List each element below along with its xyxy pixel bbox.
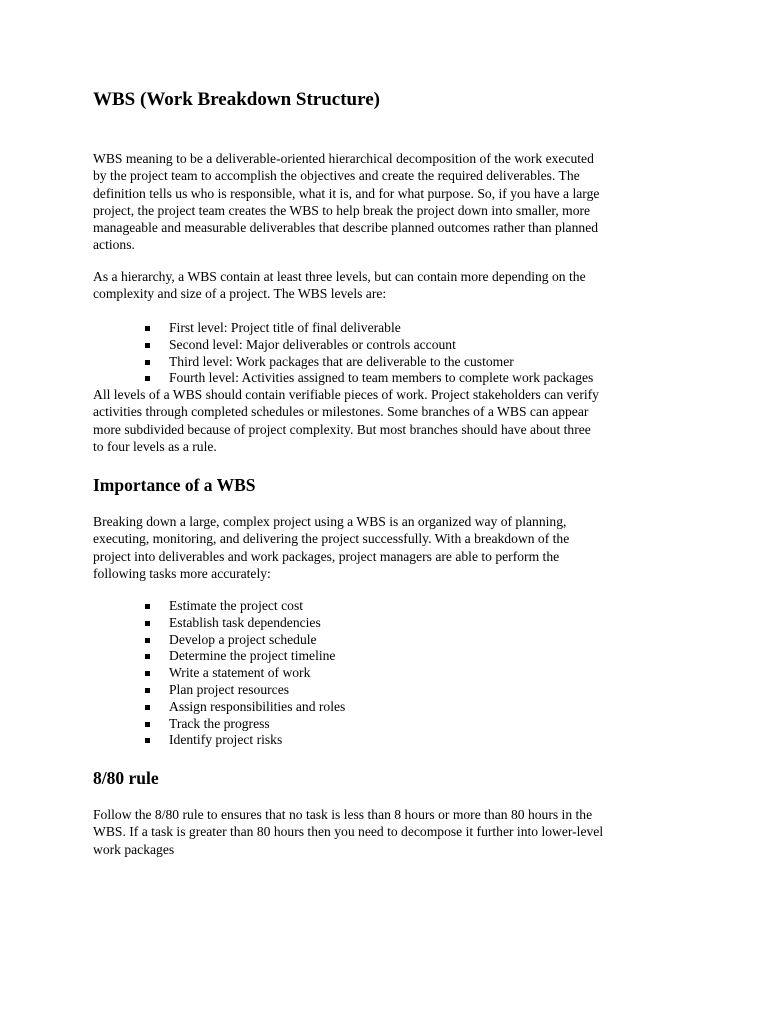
list-item-text: Determine the project timeline — [169, 648, 336, 664]
list-item-text: Identify project risks — [169, 732, 283, 748]
paragraph-line: activities through completed schedules or milestones. Some branches of a WBS can appear — [93, 404, 589, 420]
paragraph-line: manageable and measurable deliverables that describe planned outcomes rather than planned — [93, 220, 599, 236]
paragraph-line: Breaking down a large, complex project using a WBS is an organized way of planning, — [93, 514, 567, 529]
paragraph-line: to four levels as a rule. — [93, 438, 217, 454]
square-bullet-icon — [145, 738, 150, 743]
list-item — [93, 370, 593, 387]
list-item — [93, 320, 593, 337]
list-item-text: Estimate the project cost — [169, 598, 304, 613]
list-item-text: First level: Project title of final deliverable — [169, 320, 401, 335]
square-bullet-icon — [145, 705, 150, 710]
tasks-list — [93, 598, 345, 749]
square-bullet-icon — [145, 360, 150, 365]
list-item-text: Establish task dependencies — [169, 614, 321, 630]
intro-paragraph — [93, 150, 693, 254]
importance-paragraph — [93, 513, 693, 582]
square-bullet-icon — [145, 671, 150, 676]
wbs-levels-list — [93, 320, 593, 387]
square-bullet-icon — [145, 621, 150, 626]
square-bullet-icon — [145, 604, 150, 609]
square-bullet-icon — [145, 688, 150, 693]
square-bullet-icon — [145, 376, 150, 381]
list-item-text: Track the progress — [169, 715, 270, 731]
paragraph-line: project, the project team creates the WBS to help break the project down into smaller, more — [93, 202, 591, 218]
paragraph-line: work packages — [93, 841, 175, 857]
paragraph-line: actions. — [93, 237, 135, 253]
list-item — [93, 716, 345, 733]
list-item — [93, 648, 345, 665]
list-item — [93, 337, 593, 354]
list-item — [93, 598, 345, 615]
list-item-text: Second level: Major deliverables or controls account — [169, 336, 456, 352]
list-item — [93, 354, 593, 371]
paragraph-line: following tasks more accurately: — [93, 565, 271, 581]
list-item — [93, 632, 345, 649]
paragraph-line: project into deliverables and work packages, project managers are able to perform the — [93, 548, 560, 564]
list-item-text: Write a statement of work — [169, 665, 311, 681]
paragraph-line: executing, monitoring, and delivering the project successfully. With a breakdown of the — [93, 531, 570, 547]
square-bullet-icon — [145, 722, 150, 727]
document-title: WBS (Work Breakdown Structure) — [93, 89, 380, 110]
list-item — [93, 665, 345, 682]
square-bullet-icon — [145, 638, 150, 643]
list-item — [93, 732, 345, 749]
paragraph-line: more subdivided because of project complexity. But most branches should have about three — [93, 421, 591, 437]
paragraph-line: WBS meaning to be a deliverable-oriented hierarchical decomposition of the work executed — [93, 151, 594, 166]
paragraph-line: definition tells us who is responsible, what it is, and for what purpose. So, if you have a large — [93, 185, 600, 201]
list-item-text: Develop a project schedule — [169, 631, 317, 647]
list-item-text: Plan project resources — [169, 681, 290, 697]
levels-note-paragraph — [93, 386, 693, 455]
paragraph-line: WBS. If a task is greater than 80 hours then you need to decompose it further into lower-level — [93, 824, 604, 840]
list-item-text: Fourth level: Activities assigned to team members to complete work packages — [169, 370, 594, 386]
square-bullet-icon — [145, 326, 150, 331]
paragraph-line: All levels of a WBS should contain verifiable pieces of work. Project stakeholders can verify — [93, 387, 599, 402]
square-bullet-icon — [145, 654, 150, 659]
list-item-text: Third level: Work packages that are deliverable to the customer — [169, 353, 514, 369]
list-item-text: Assign responsibilities and roles — [169, 698, 346, 714]
rule-heading: 8/80 rule — [93, 768, 159, 788]
list-item — [93, 682, 345, 699]
paragraph-line: complexity and size of a project. The WBS levels are: — [93, 286, 387, 302]
hierarchy-paragraph — [93, 268, 693, 303]
list-item — [93, 615, 345, 632]
paragraph-line: by the project team to accomplish the objectives and create the required deliverables. The — [93, 168, 580, 184]
importance-heading: Importance of a WBS — [93, 475, 256, 495]
square-bullet-icon — [145, 343, 150, 348]
list-item — [93, 699, 345, 716]
paragraph-line: As a hierarchy, a WBS contain at least three levels, but can contain more depending on the — [93, 269, 586, 284]
paragraph-line: Follow the 8/80 rule to ensures that no task is less than 8 hours or more than 80 hours in the — [93, 807, 593, 822]
rule-paragraph — [93, 806, 693, 858]
